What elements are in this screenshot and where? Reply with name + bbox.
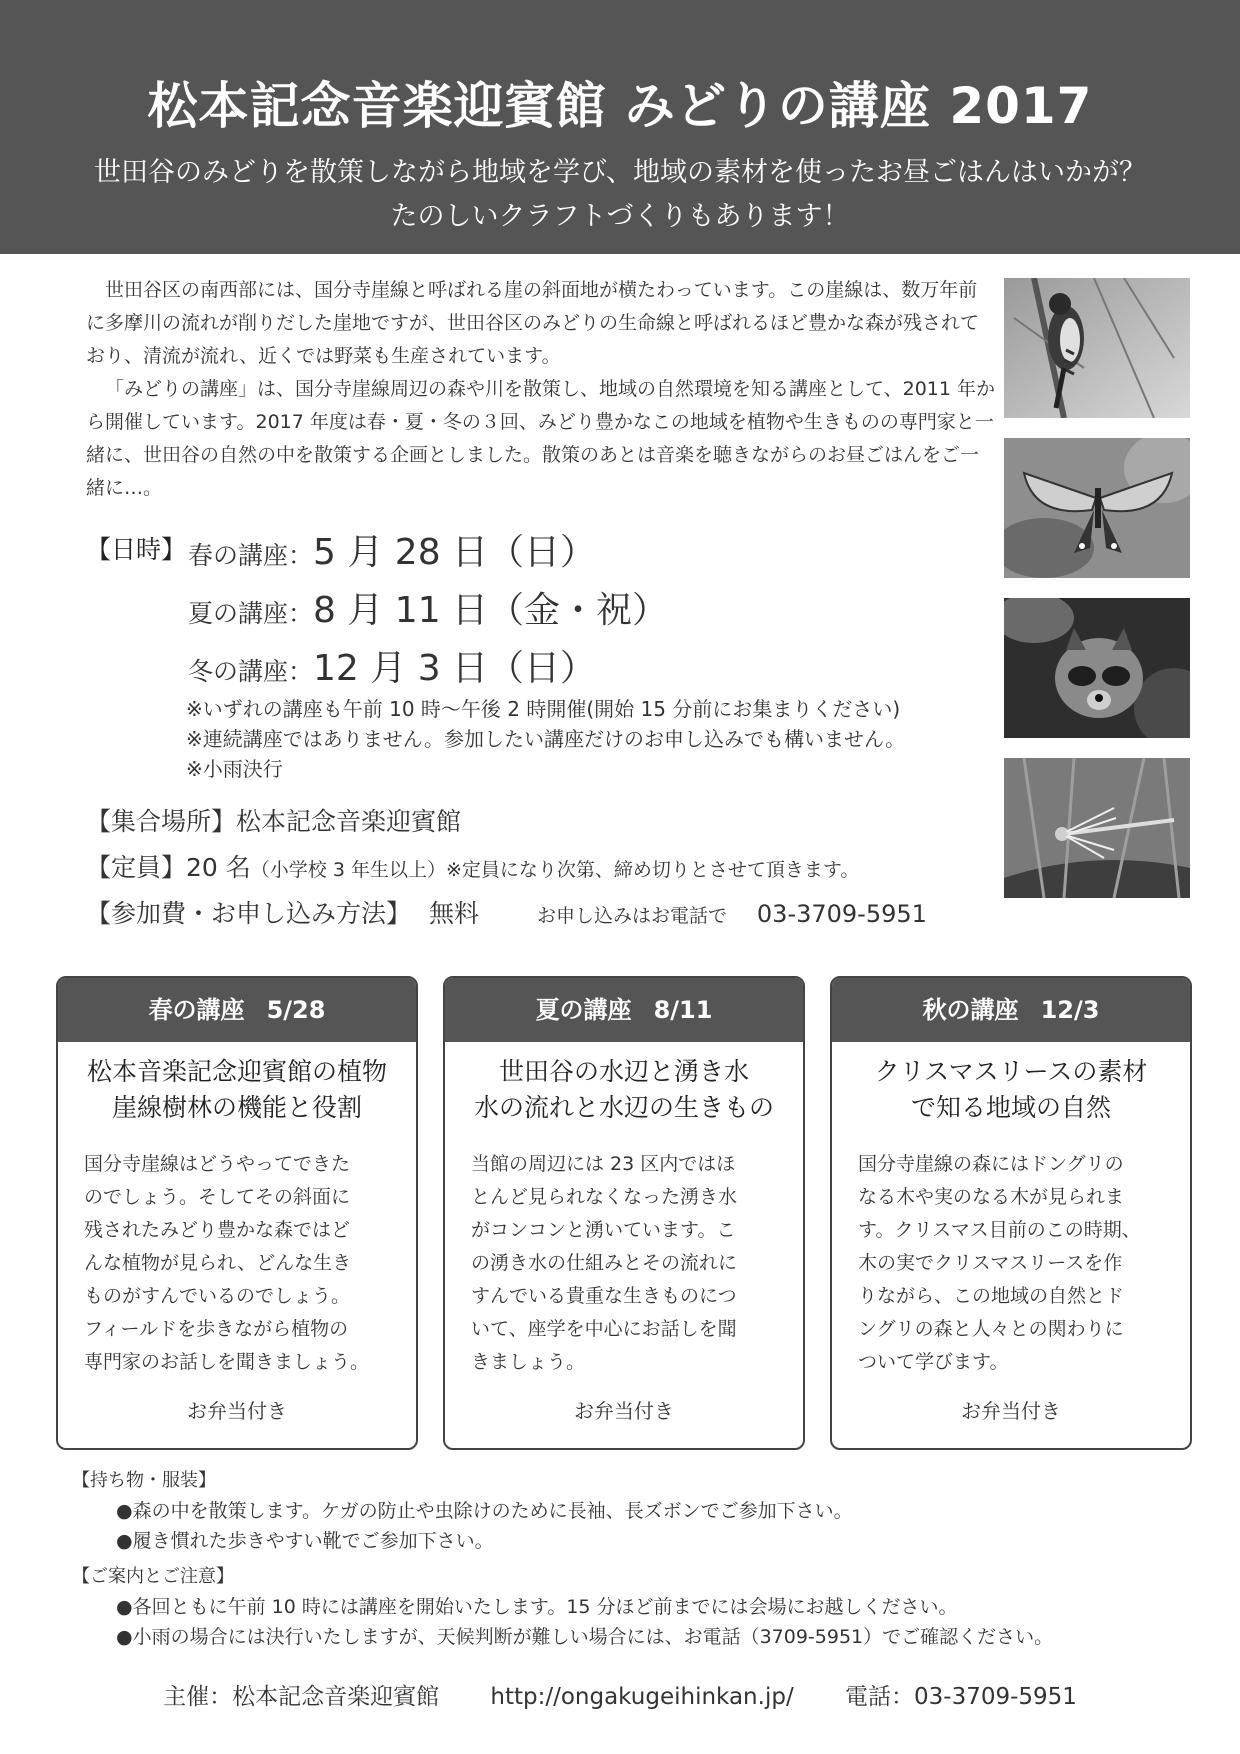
- card-line: の湧き水の仕組みとその流れに: [471, 1252, 738, 1274]
- spring-season-label: 春の講座：: [188, 541, 314, 570]
- footer-phone: 電話：03-3709-5951: [845, 1684, 1077, 1710]
- subtitle-line-2: たのしいクラフトづくりもあります！: [390, 201, 850, 232]
- spring-card-body: [84, 1148, 390, 1379]
- venue-label: 【集合場所】: [86, 807, 237, 836]
- card-line: フィールドを歩きながら植物の: [84, 1318, 349, 1340]
- spring-course-card: [56, 976, 418, 1450]
- autumn-card-title: [832, 1054, 1190, 1126]
- fee-value: 無料: [428, 899, 479, 928]
- belongings-item-1: ●森の中を散策します。ケガの防止や虫除けのために長袖、長ズボンでご参加下さい。: [116, 1500, 853, 1522]
- photo-column: [1004, 278, 1190, 918]
- card-line: ついて学びます。: [858, 1351, 1009, 1373]
- summer-date-row: [188, 582, 668, 633]
- dragonfly-photo: [1004, 758, 1190, 898]
- card-line: なる木や実のなる木が見られま: [858, 1186, 1125, 1208]
- raccoon-dog-photo: [1004, 598, 1190, 738]
- card-line: す。クリスマス目前のこの時期、: [858, 1219, 1141, 1241]
- card-line: すんでいる貴重な生きものにつ: [471, 1285, 737, 1307]
- autumn-card-header: [832, 978, 1190, 1042]
- autumn-card-lunch: お弁当付き: [961, 1399, 1061, 1423]
- summer-card-title-line-2: 水の流れと水辺の生きもの: [473, 1093, 774, 1122]
- spring-date: 5 月 28 日（日）: [313, 532, 597, 573]
- autumn-card-name: 秋の講座: [922, 996, 1019, 1024]
- schedule-label: 【日時】: [86, 535, 187, 564]
- summer-course-card: [443, 976, 805, 1450]
- card-line: きましょう。: [471, 1351, 586, 1373]
- spring-date-row: [188, 524, 596, 575]
- schedule-note-1: ※いずれの講座も午前 10 時～午後 2 時開催(開始 15 分前にお集まりください): [186, 697, 901, 721]
- card-line: 国分寺崖線の森にはドングリの: [858, 1153, 1124, 1175]
- capacity-label: 【定員】: [86, 853, 187, 882]
- autumn-card-title-line-2: で知る地域の自然: [910, 1093, 1111, 1122]
- venue-name: 松本記念音楽迎賓館: [236, 807, 462, 836]
- card-line: 国分寺崖線はどうやってできた: [84, 1153, 351, 1175]
- fee-row: [86, 894, 927, 930]
- summer-card-header: [445, 978, 803, 1042]
- card-line: 木の実でクリスマスリースを作: [858, 1252, 1123, 1274]
- card-line: がコンコンと湧いています。こ: [471, 1219, 736, 1241]
- capacity-note: （小学校 3 年生以上）※定員になり次第、締め切りとさせて頂きます。: [250, 859, 860, 881]
- spring-card-date: 5/28: [266, 996, 326, 1024]
- summer-card-body: [471, 1148, 777, 1379]
- belongings-item-2: ●履き慣れた歩きやすい靴でご参加下さい。: [116, 1530, 494, 1552]
- spring-card-lunch: お弁当付き: [187, 1399, 287, 1423]
- card-line: 専門家のお話しを聞きましょう。: [84, 1351, 370, 1373]
- card-line: りながら、この地域の自然とド: [858, 1285, 1125, 1307]
- page-title: 松本記念音楽迎賓館 みどりの講座 2017: [147, 77, 1093, 135]
- summer-season-label: 夏の講座：: [188, 599, 314, 628]
- organizer: 主催：松本記念音楽迎賓館: [163, 1684, 440, 1710]
- card-line: とんど見られなくなった湧き水: [471, 1186, 738, 1208]
- schedule-note-2: ※連続講座ではありません。参加したい講座だけのお申し込みでも構いません。: [186, 727, 906, 751]
- intro-text: [86, 274, 996, 505]
- card-line: 当館の周辺には 23 区内ではほ: [471, 1153, 736, 1175]
- summer-card-date: 8/11: [653, 996, 713, 1024]
- notice-item-2: ●小雨の場合には決行いたしますが、天候判断が難しい場合には、お電話（3709-5951）でご確認ください。: [116, 1626, 1054, 1648]
- butterfly-photo: [1004, 438, 1190, 578]
- winter-date-row: [188, 640, 596, 691]
- spring-card-header: [58, 978, 416, 1042]
- intro-paragraph-1: 世田谷区の南西部には、国分寺崖線と呼ばれる崖の斜面地が横たわっています。この崖線は、数万年前に多摩川の流れが削りだした崖地ですが、世田谷区のみどりの生命線と呼ばれるほど豊かな森が残されており、清流が流れ、近くでは野菜も生産されています。: [86, 279, 980, 367]
- summer-card-title: [445, 1054, 803, 1126]
- capacity-row: [86, 848, 859, 884]
- card-line: ングリの森と人々との関わりに: [858, 1318, 1124, 1340]
- winter-date: 12 月 3 日（日）: [313, 648, 597, 689]
- summer-card-name: 夏の講座: [535, 996, 632, 1024]
- fee-label: 【参加費・お申し込み方法】: [86, 899, 412, 928]
- card-line: んな植物が見られ、どんな生き: [84, 1252, 352, 1274]
- subtitle-line-1: 世田谷のみどりを散策しながら地域を学び、地域の素材を使ったお昼ごはんはいかが？: [94, 157, 1146, 188]
- apply-note: お申し込みはお電話で: [536, 905, 727, 927]
- autumn-card-body: [858, 1148, 1164, 1379]
- autumn-course-card: [830, 976, 1192, 1450]
- spring-card-title-line-1: 松本音楽記念迎賓館の植物: [86, 1057, 387, 1086]
- card-line: ものがすんでいるのでしょう。: [84, 1285, 351, 1307]
- summer-card-lunch: お弁当付き: [574, 1399, 674, 1423]
- card-line: 残されたみどり豊かな森ではど: [84, 1219, 351, 1241]
- header-banner: [0, 0, 1240, 254]
- autumn-card-date: 12/3: [1040, 996, 1100, 1024]
- spring-card-title: [58, 1054, 416, 1126]
- apply-phone: 03-3709-5951: [756, 900, 927, 928]
- woodpecker-photo: [1004, 278, 1190, 418]
- notice-heading: 【ご案内とご注意】: [72, 1566, 234, 1587]
- spring-card-name: 春の講座: [148, 996, 245, 1024]
- belongings-heading: 【持ち物・服装】: [72, 1470, 216, 1491]
- website-link[interactable]: http://ongakugeihinkan.jp/: [490, 1684, 794, 1710]
- schedule-note-3: ※小雨決行: [186, 757, 283, 781]
- card-line: いて、座学を中心にお話しを聞: [471, 1318, 737, 1340]
- intro-paragraph-2: 「みどりの講座」は、国分寺崖線周辺の森や川を散策し、地域の自然環境を知る講座として、2011 年から開催しています。2017 年度は春・夏・冬の３回、みどり豊かなこの地域を植物や生きものの専門家と一緒に、世田谷の自然の中を散策する企画としました。散策のあとは音楽を聴きながらのお昼ごはんをご一緒に…。: [86, 378, 996, 499]
- winter-season-label: 冬の講座：: [188, 657, 314, 686]
- summer-card-title-line-1: 世田谷の水辺と湧き水: [498, 1057, 749, 1086]
- venue-row: [86, 802, 461, 838]
- autumn-card-title-line-1: クリスマスリースの素材: [874, 1057, 1148, 1086]
- spring-card-title-line-2: 崖線樹林の機能と役割: [111, 1093, 362, 1122]
- card-line: のでしょう。そしてその斜面に: [84, 1186, 351, 1208]
- notice-item-1: ●各回ともに午前 10 時には講座を開始いたします。15 分ほど前までには会場にお越しください。: [116, 1596, 958, 1618]
- footer: [0, 1678, 1240, 1711]
- capacity-value: 20 名: [186, 853, 251, 882]
- summer-date: 8 月 11 日（金・祝）: [313, 590, 669, 631]
